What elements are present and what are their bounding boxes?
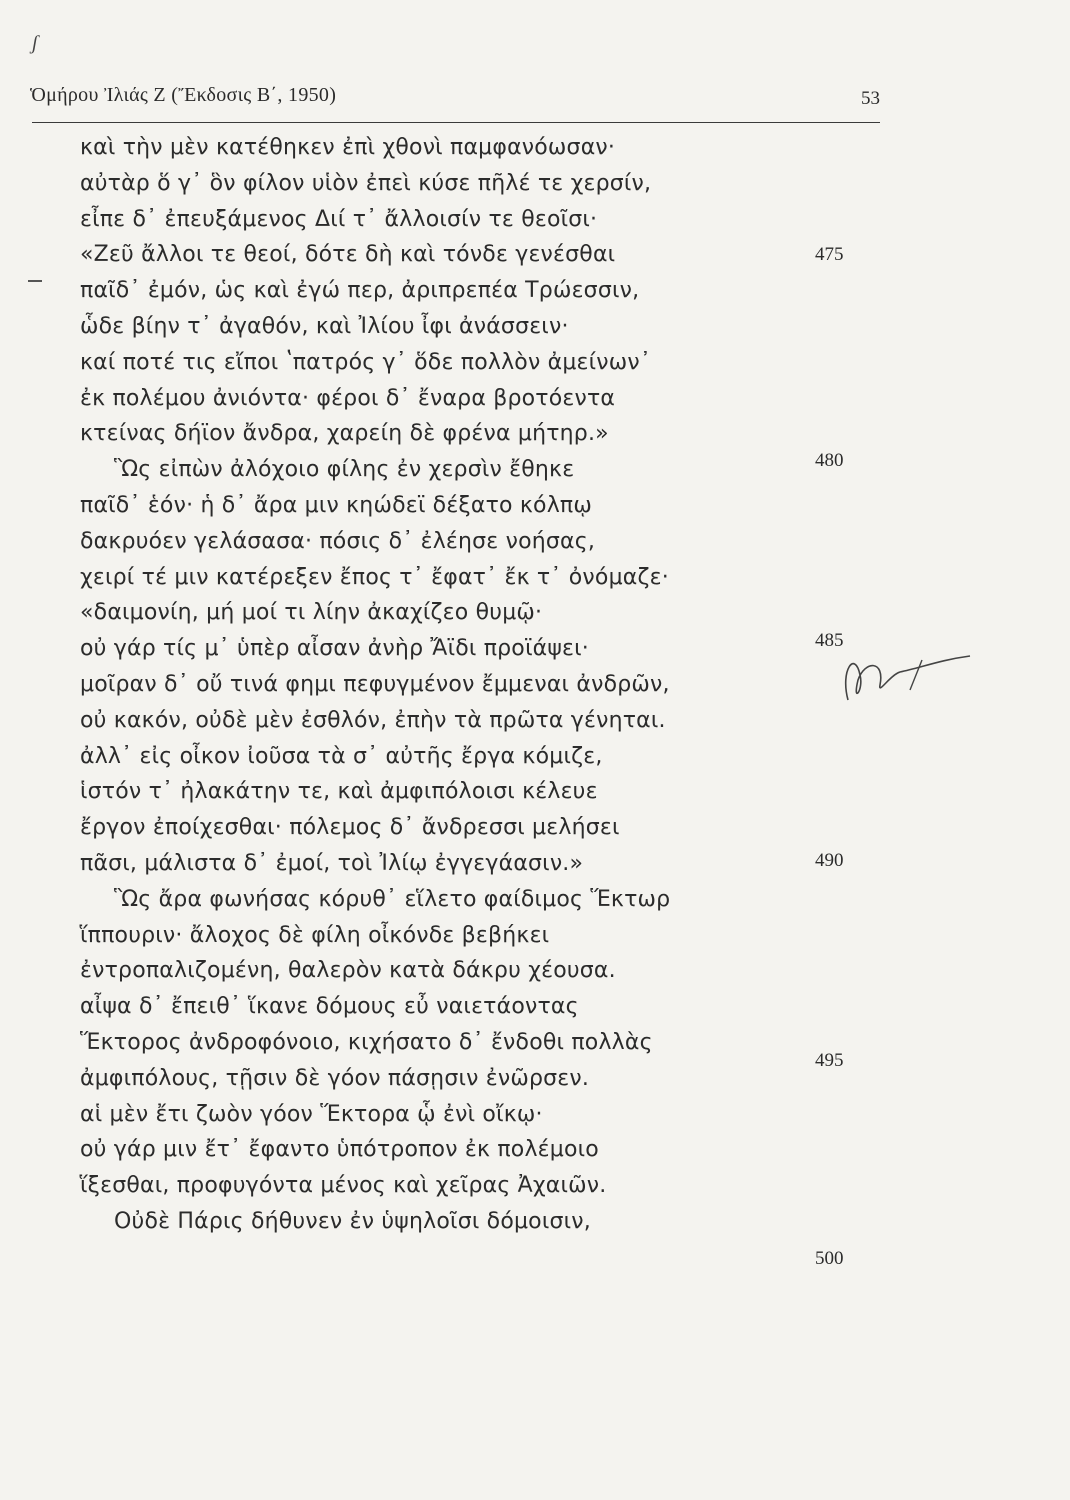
verse-line: «δαιμονίη, μή μοί τι λίην ἀκαχίζεο θυμῷ·	[80, 600, 543, 626]
verse-line: «Ζεῦ ἄλλοι τε θεοί, δότε δὴ καὶ τόνδε γενέσθαι	[80, 242, 616, 268]
verse-line: ἔργον ἐποίχεσθαι· πόλεμος δ᾽ ἄνδρεσσι μελήσει	[80, 815, 620, 841]
verse-line: κτείνας δήϊον ἄνδρα, χαρείη δὲ φρένα μήτηρ.»	[80, 421, 609, 447]
verse-line: παῖδ᾽ ἑόν· ἡ δ᾽ ἄρα μιν κηώδεϊ δέξατο κόλπῳ	[80, 492, 593, 518]
verse-line: αὐτὰρ ὅ γ᾽ ὃν φίλον υἱὸν ἐπεὶ κύσε πῆλέ τε χερσίν,	[80, 170, 652, 196]
verse-line: ἐκ πολέμου ἀνιόντα· φέροι δ᾽ ἔναρα βροτόεντα	[80, 385, 616, 411]
page-number: 53	[861, 88, 880, 109]
verse-line: οὐ γάρ τίς μ᾽ ὑπὲρ αἶσαν ἀνὴρ Ἄϊδι προϊάψει·	[80, 636, 589, 662]
line-number: 485	[815, 630, 844, 651]
verse-block	[80, 130, 840, 1240]
verse-line: Ἕκτορος ἀνδροφόνοιο, κιχήσατο δ᾽ ἔνδοθι πολλὰς	[80, 1029, 653, 1055]
verse-line: Ὣς εἰπὼν ἀλόχοιο φίλης ἐν χερσὶν ἔθηκε	[114, 457, 575, 483]
verse-line: παῖδ᾽ ἐμόν, ὡς καὶ ἐγώ περ, ἀριπρεπέα Τρώεσσιν,	[80, 278, 640, 304]
verse-line: καί ποτέ τις εἴποι ʽπατρός γ᾽ ὅδε πολλὸν ἀμείνων᾽	[80, 349, 652, 375]
handwritten-signature-mark	[830, 630, 980, 720]
verse-line: ἀμφιπόλους, τῇσιν δὲ γόον πάσῃσιν ἐνῶρσεν.	[80, 1065, 590, 1091]
header-title: Ὁμήρου Ἰλιάς Ζ (Ἔκδοσις Β΄, 1950)	[30, 84, 337, 106]
margin-tick-mark	[28, 280, 42, 282]
verse-line: χειρί τέ μιν κατέρεξεν ἔπος τ᾽ ἔφατ᾽ ἔκ τ᾽ ὀνόμαζε·	[80, 564, 669, 590]
verse-line: ἵππουριν· ἄλοχος δὲ φίλη οἶκόνδε βεβήκει	[80, 922, 550, 948]
verse-line: μοῖραν δ᾽ οὔ τινά φημι πεφυγμένον ἔμμεναι ἀνδρῶν,	[80, 671, 670, 697]
verse-line: ὧδε βίην τ᾽ ἀγαθόν, καὶ Ἰλίου ἶφι ἀνάσσειν·	[80, 313, 569, 339]
line-number: 495	[815, 1050, 844, 1071]
verse-line: δακρυόεν γελάσασα· πόσις δ᾽ ἐλέησε νοήσας,	[80, 528, 596, 554]
verse-line: ἱστόν τ᾽ ἠλακάτην τε, καὶ ἀμφιπόλοισι κέλευε	[80, 779, 598, 805]
line-number: 475	[815, 244, 844, 265]
verse-line: οὐ κακόν, οὐδὲ μὲν ἐσθλόν, ἐπὴν τὰ πρῶτα γένηται.	[80, 707, 666, 733]
verse-line: οὐ γάρ μιν ἔτ᾽ ἔφαντο ὑπότροπον ἐκ πολέμοιο	[80, 1137, 599, 1163]
verse-line: αἶψα δ᾽ ἔπειθ᾽ ἵκανε δόμους εὖ ναιετάοντας	[80, 994, 579, 1020]
verse-line: Ὣς ἄρα φωνήσας κόρυθ᾽ εἵλετο φαίδιμος Ἕκτωρ	[114, 886, 671, 912]
verse-line: ἐντροπαλιζομένη, θαλερὸν κατὰ δάκρυ χέουσα.	[80, 958, 616, 984]
running-header	[30, 82, 880, 118]
verse-line: αἱ μὲν ἔτι ζωὸν γόον Ἕκτορα ᾧ ἐνὶ οἴκῳ·	[80, 1101, 543, 1127]
verse-line: καὶ τὴν μὲν κατέθηκεν ἐπὶ χθονὶ παμφανόωσαν·	[80, 135, 616, 160]
line-number: 490	[815, 850, 844, 871]
corner-mark: ʃ	[32, 32, 38, 54]
verse-line: Οὐδὲ Πάρις δήθυνεν ἐν ὑψηλοῖσι δόμοισιν,	[114, 1208, 591, 1234]
verse-line: εἶπε δ᾽ ἐπευξάμενος Διί τ᾽ ἄλλοισίν τε θεοῖσι·	[80, 206, 598, 232]
line-number: 500	[815, 1248, 844, 1269]
header-rule	[32, 122, 880, 123]
verse-line: ἀλλ᾽ εἰς οἶκον ἰοῦσα τὰ σ᾽ αὐτῆς ἔργα κόμιζε,	[80, 743, 603, 769]
verse-line: πᾶσι, μάλιστα δ᾽ ἐμοί, τοὶ Ἰλίῳ ἐγγεγάασιν.»	[80, 850, 584, 876]
line-number: 480	[815, 450, 844, 471]
verse-line: ἵξεσθαι, προφυγόντα μένος καὶ χεῖρας Ἀχαιῶν.	[80, 1173, 607, 1199]
